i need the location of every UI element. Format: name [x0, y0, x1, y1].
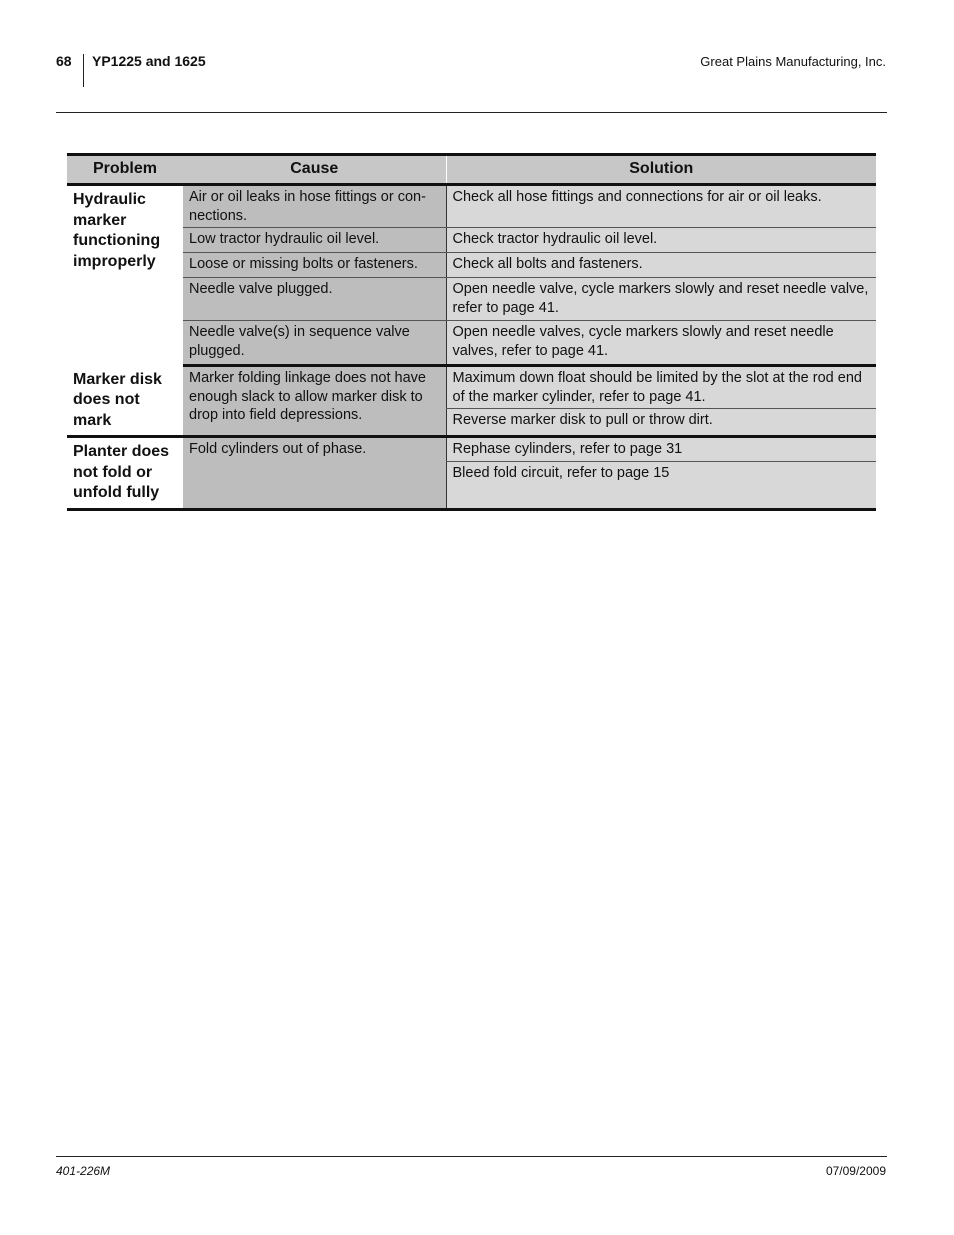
- table-row: [67, 253, 876, 278]
- column-header-problem: Problem: [67, 155, 183, 185]
- footer-rule: [56, 1156, 887, 1157]
- column-header-solution: Solution: [446, 155, 876, 185]
- solution-cell: Open needle valves, cycle markers slowly and reset needle valves, refer to page 41.: [446, 321, 876, 366]
- cause-cell: Needle valve plugged.: [183, 278, 446, 321]
- table-row: [67, 462, 876, 509]
- problem-cell: Hydraulic marker functioning improperly: [67, 185, 183, 366]
- page-number: 68: [56, 53, 72, 69]
- table-header-row: [67, 155, 876, 185]
- solution-cell: Open needle valve, cycle markers slowly and reset needle valve, refer to page 41.: [446, 278, 876, 321]
- header-rule: [56, 112, 887, 113]
- table-row: [67, 321, 876, 366]
- problem-cell: Planter does not fold or unfold fully: [67, 437, 183, 510]
- cause-cell: Marker folding linkage does not have enough slack to allow marker disk to drop into field depressions.: [183, 366, 446, 437]
- doc-title: YP1225 and 1625: [92, 53, 206, 69]
- header-divider: [83, 54, 84, 87]
- cause-cell: Air or oil leaks in hose fittings or con-nections.: [183, 185, 446, 228]
- company-name: Great Plains Manufacturing, Inc.: [700, 54, 886, 69]
- solution-cell: Rephase cylinders, refer to page 31: [446, 437, 876, 462]
- cause-cell: Fold cylinders out of phase.: [183, 437, 446, 462]
- column-header-cause: Cause: [183, 155, 446, 185]
- cause-cell: Low tractor hydraulic oil level.: [183, 228, 446, 253]
- solution-cell: Check all hose fittings and connections for air or oil leaks.: [446, 185, 876, 228]
- table-row: [67, 278, 876, 321]
- solution-cell: Check all bolts and fasteners.: [446, 253, 876, 278]
- solution-cell: Maximum down float should be limited by the slot at the rod end of the marker cylinder, refer to page 41.: [446, 366, 876, 409]
- table-row: [67, 185, 876, 228]
- cause-cell: [183, 462, 446, 509]
- table-row: [67, 228, 876, 253]
- table-row: [67, 366, 876, 409]
- table-row: [67, 437, 876, 462]
- document-date: 07/09/2009: [825, 1164, 886, 1178]
- document-number: 401-226M: [56, 1164, 111, 1178]
- solution-cell: Bleed fold circuit, refer to page 15: [446, 462, 876, 509]
- solution-cell: Reverse marker disk to pull or throw dirt.: [446, 409, 876, 437]
- troubleshooting-table: [67, 153, 876, 511]
- cause-cell: Needle valve(s) in sequence valve plugged.: [183, 321, 446, 366]
- cause-cell: Loose or missing bolts or fasteners.: [183, 253, 446, 278]
- problem-cell: Marker disk does not mark: [67, 366, 183, 437]
- solution-cell: Check tractor hydraulic oil level.: [446, 228, 876, 253]
